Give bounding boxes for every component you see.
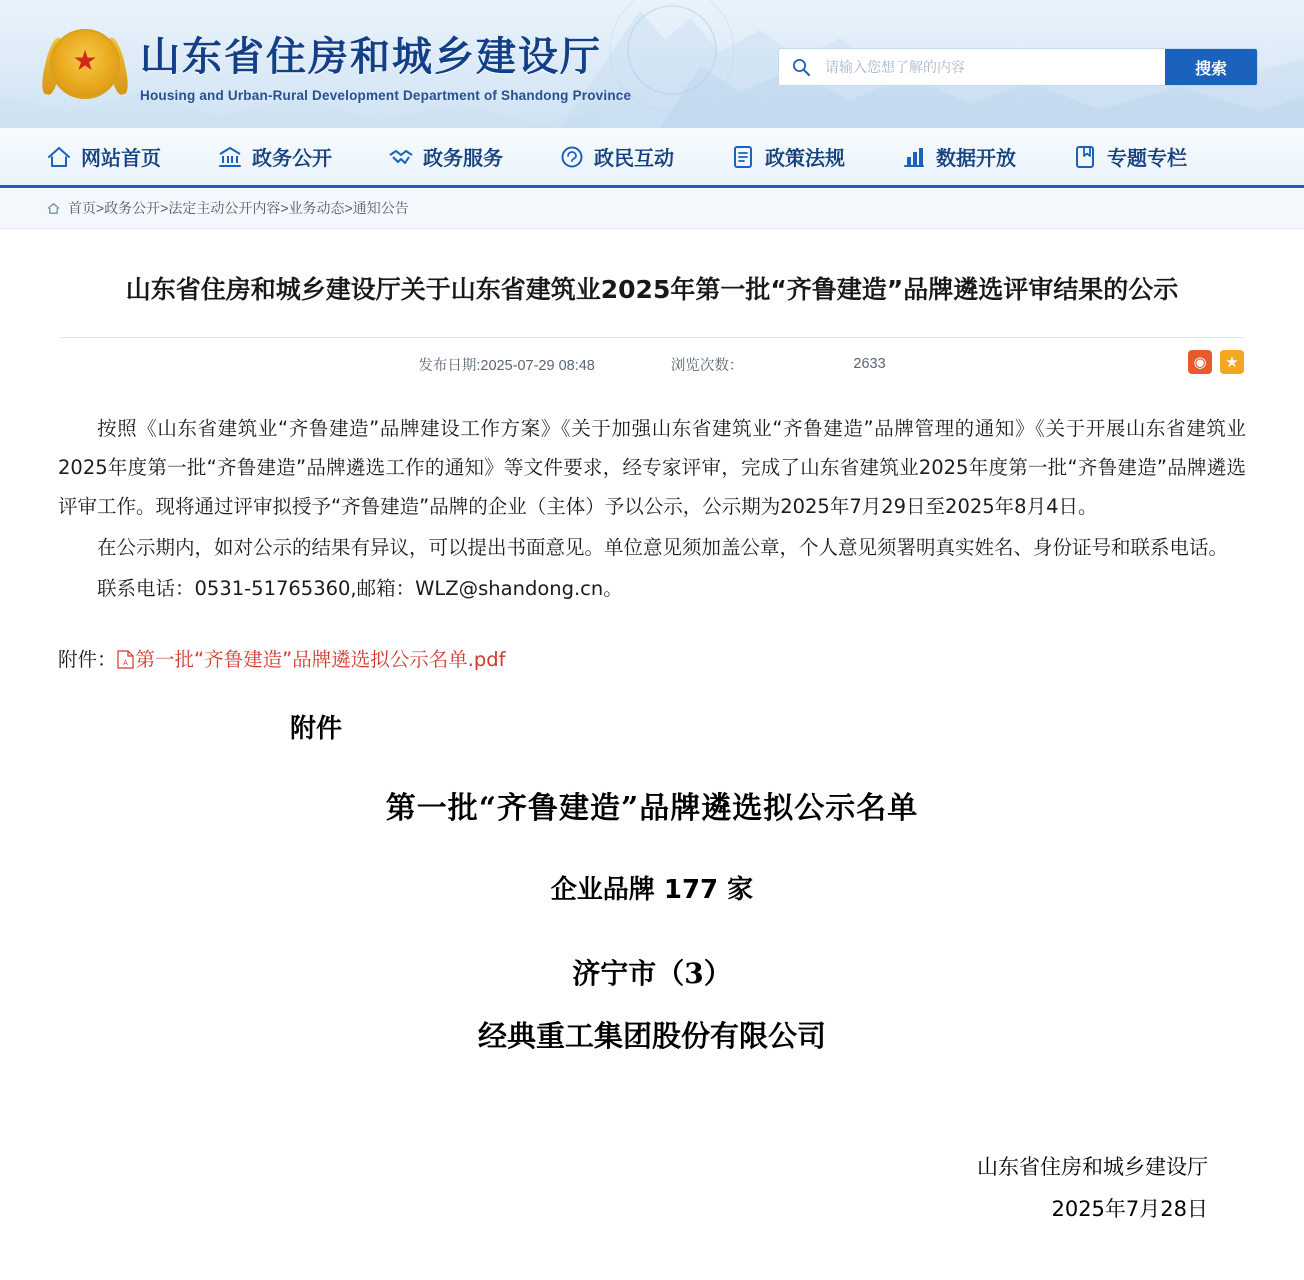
site-title: 山东省住房和城乡建设厅 [140, 34, 602, 80]
nav-label: 数据开放 [936, 146, 1016, 170]
bank-icon [217, 144, 243, 170]
nav-label: 政民互动 [594, 146, 674, 170]
article-meta [54, 338, 1250, 389]
search-input[interactable] [823, 49, 1165, 85]
nav-item-government-disclosure[interactable] [217, 142, 332, 171]
home-small-icon [46, 201, 61, 216]
site-subtitle: Housing and Urban-Rural Development Department of Shandong Province [140, 88, 632, 103]
svg-text:A: A [122, 660, 128, 667]
nav-label: 专题专栏 [1107, 146, 1187, 170]
article-paragraph: 联系电话：0531-51765360,邮箱：WLZ@shandong.cn。 [97, 576, 623, 600]
nav-item-home[interactable] [46, 142, 161, 171]
chat-icon [559, 144, 585, 170]
site-header [0, 0, 1304, 128]
article-paragraph: 在公示期内，如对公示的结果有异议，可以提出书面意见。单位意见须加盖公章，个人意见须署明真实姓名、身份证号和联系电话。 [97, 535, 1229, 559]
nav-label: 网站首页 [81, 146, 161, 170]
nav-item-policies-regulations[interactable] [730, 142, 845, 171]
article [0, 229, 1304, 1249]
site-identity [140, 25, 631, 103]
article-paragraph: 按照《山东省建筑业“齐鲁建造”品牌建设工作方案》《关于加强山东省建筑业“齐鲁建造”品牌管理的通知》《关于开展山东省建筑业2025年度第一批“齐鲁建造”品牌遴选工作的通知》等文件要求，经专家评审，完成了山东省建筑业2025年度第一批“齐鲁建造”品牌遴选评审工作。现将通过评审拟授予“齐鲁建造”品牌的企业（主体）予以公示，公示期为2025年7月29日至2025年8月4日。 [58, 416, 1246, 518]
publish-date: 发布日期:2025-07-29 08:48 [418, 357, 595, 374]
pdf-file-icon [117, 650, 134, 669]
bottom-spacer [54, 1223, 1250, 1249]
breadcrumb-path[interactable]: 首页>政务公开>法定主动公开内容>业务动态>通知公告 [68, 200, 409, 216]
breadcrumb [0, 188, 1304, 229]
chart-icon [901, 144, 927, 170]
preview-attachment-mark: 附件 [290, 713, 343, 744]
nav-item-government-services[interactable] [388, 142, 503, 171]
home-icon [46, 144, 72, 170]
search-button[interactable]: 搜索 [1165, 49, 1257, 85]
search-icon [779, 49, 823, 85]
nav-item-special-columns[interactable] [1072, 142, 1187, 171]
nav-label: 政务服务 [423, 146, 503, 170]
document-icon [730, 144, 756, 170]
article-body [54, 389, 1250, 608]
preview-company-name: 经典重工集团股份有限公司 [477, 1018, 826, 1053]
nav-label: 政策法规 [765, 146, 845, 170]
attachment-link[interactable]: 第一批“齐鲁建造”品牌遴选拟公示名单.pdf [135, 647, 506, 671]
view-count-label: 浏览次数： [670, 357, 744, 374]
bookmark-icon [1072, 144, 1098, 170]
main-navigation [0, 128, 1304, 188]
nav-label: 政务公开 [252, 146, 332, 170]
preview-subheading: 企业品牌 177 家 [550, 874, 754, 905]
share-icons [1188, 350, 1244, 374]
handshake-icon [388, 144, 414, 170]
attachment-preview [54, 672, 1250, 1223]
preview-city-group: 济宁市（3） [572, 956, 732, 990]
preview-heading: 第一批“齐鲁建造”品牌遴选拟公示名单 [385, 790, 919, 826]
search-box[interactable] [778, 48, 1258, 86]
nav-item-public-interaction[interactable] [559, 142, 674, 171]
favorite-icon[interactable]: ★ [1220, 350, 1244, 374]
preview-signature: 山东省住房和城乡建设厅 [977, 1154, 1208, 1179]
attachment-row [54, 610, 1250, 672]
nav-item-open-data[interactable] [901, 142, 1016, 171]
weibo-share-icon[interactable]: ◉ [1188, 350, 1212, 374]
page-title: 山东省住房和城乡建设厅关于山东省建筑业2025年第一批“齐鲁建造”品牌遴选评审结果的公示 [60, 229, 1244, 338]
attachment-label: 附件： [58, 647, 117, 671]
preview-date: 2025年7月28日 [1051, 1196, 1208, 1221]
national-emblem-icon: ★ [46, 25, 124, 103]
view-count-value: 2633 [853, 356, 886, 372]
